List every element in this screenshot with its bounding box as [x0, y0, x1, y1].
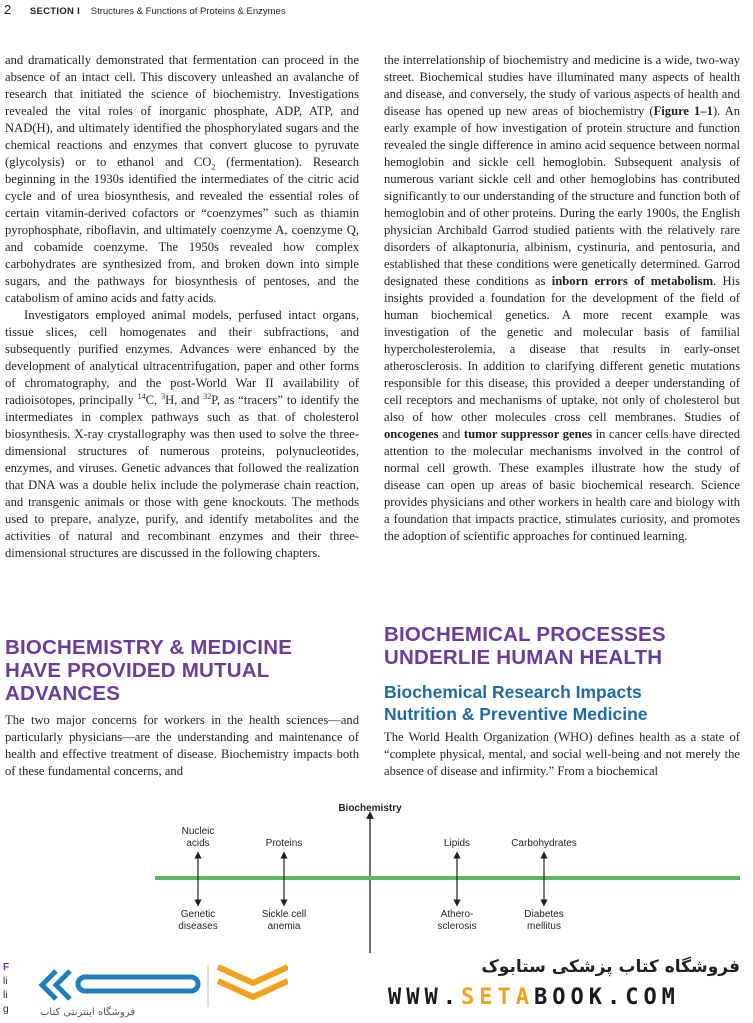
- section-heading-processes: BIOCHEMICAL PROCESSES UNDERLIE HUMAN HEALTH: [384, 623, 666, 669]
- caption-fragment-1: li: [3, 976, 8, 987]
- right-column-lower: [384, 729, 740, 780]
- store-url: WWW.SETABOOK.COM: [388, 985, 680, 1010]
- figure-arrows: [0, 795, 753, 955]
- watermark-footer: [0, 955, 753, 1023]
- figure-reference: Figure 1–1: [653, 104, 713, 118]
- caption-fragment-2: li: [3, 990, 8, 1001]
- label-nucleic-acids: Nucleic acids: [181, 826, 215, 849]
- label-carbohydrates: Carbohydrates: [511, 838, 577, 849]
- left-paragraph-3: The two major concerns for workers in the health sciences—and particularly physicians—are the understanding and maintenance of health and effective treatment of disease. Biochemistry impacts both of these fundamental concerns, and: [5, 713, 359, 778]
- label-lipids: Lipids: [443, 838, 471, 849]
- label-proteins: Proteins: [265, 838, 303, 849]
- label-atherosclerosis: Athero- sclerosis: [437, 909, 477, 932]
- left-column: [5, 52, 359, 562]
- figure-1-1-diagram: [0, 795, 753, 955]
- section-label: SECTION I: [29, 6, 81, 17]
- caption-fragment-0: F: [3, 962, 10, 973]
- running-header: [4, 2, 744, 18]
- logo-tagline: فروشگاه اینترنتی کتاب: [40, 1007, 136, 1018]
- right-column: [384, 52, 740, 545]
- setabook-logo-icon: [38, 961, 288, 1009]
- store-name: فروشگاه کتاب پزشکی ستابوک: [481, 957, 740, 977]
- caption-fragment-3: g: [3, 1004, 9, 1015]
- label-biochemistry: Biochemistry: [338, 803, 402, 814]
- section-heading-mutual-advances: BIOCHEMISTRY & MEDICINE HAVE PROVIDED MUTUAL ADVANCES: [5, 636, 293, 705]
- subsection-heading-nutrition: Biochemical Research Impacts Nutrition & Preventive Medicine: [384, 682, 648, 724]
- left-paragraph-1: and dramatically demonstrated that fermentation can proceed in the absence of an intact cell. This discovery unleashed an avalanche of research that initiated the science of biochemistry. Investigations revealed the vital roles of inorganic phosphate, ADP, ATP, and NAD(H), and ultimately identified the phosphorylated sugars and the chemical reactions and enzymes that convert glucose to pyruvate (glycolysis) or to ethanol and $CO_2$ (fermentation). Research beginning in the 1930s identified the intermediates of the citric acid cycle and of urea biosynthesis, and revealed the essential roles of certain vitamin-derived cofactors or “coenzymes” such as thiamin pyrophosphate, riboflavin, and ultimately coenzyme A, coenzyme Q, and cobamide coenzyme. The 1950s revealed how complex carbohydrates are synthesized from, and broken down into simple sugars, and the pathways for biosynthesis of pentoses, and the catabolism of amino acids and fatty acids.: [5, 53, 359, 305]
- right-paragraph-1: the interrelationship of biochemistry and medicine is a wide, two-way street. Biochemical studies have illuminated many aspects of health and disease, and conversely, the study of various aspects of health and disease has opened up new areas of biochemistry (Figure 1–1). An early example of how investigation of protein structure and function revealed the single difference in amino acid sequence between normal hemoglobin and sickle cell hemoglobin. Subsequent analysis of numerous variant sickle cell and other hemoglobins has contributed significantly to our understanding of the structure and function both of hemoglobin and of other proteins. During the early 1900s, the English physician Archibald Garrod studied patients with the relatively rare disorders of alkaptonuria, albinism, cystinuria, and pentosuria, and established that these conditions were genetically determined. Garrod designated these conditions as inborn errors of metabolism. His insights provided a foundation for the development of the field of human biochemical genetics. A more recent example was investigation of the genetic and molecular basis of familial hypercholesterolemia, a disease that results in early-onset atherosclerosis. In addition to clarifying different genetic mutations responsible for this disease, this provided a deeper understanding of cell receptors and mechanisms of uptake, not only of cholesterol but also of how other molecules cross cell membranes. Studies of oncogenes and tumor suppressor genes in cancer cells have directed attention to the molecular mechanisms involved in the control of normal cell growth. These examples illustrate how the study of disease can open up areas of basic biochemical research. Science provides physicians and other workers in health care and biology with a foundation that impacts practice, stimulates curiosity, and promotes the adoption of scientific approaches for continued learning.: [384, 53, 741, 543]
- label-sickle-cell-anemia: Sickle cell anemia: [261, 909, 307, 932]
- left-column-lower: [5, 712, 359, 780]
- page-number: 2: [4, 2, 12, 17]
- section-title: Structures & Functions of Proteins & Enzymes: [90, 6, 286, 17]
- right-paragraph-2: The World Health Organization (WHO) defines health as a state of “complete physical, mental, and social well-being and not merely the absence of disease and infirmity.” From a biochemical: [384, 730, 740, 778]
- label-diabetes-mellitus: Diabetes mellitus: [524, 909, 564, 932]
- label-genetic-diseases: Genetic diseases: [178, 909, 218, 932]
- left-paragraph-2: Investigators employed animal models, perfused intact organs, tissue slices, cell homogenates and their subfractions, and subsequently purified enzymes. Advances were enhanced by the development of analytical ultracentrifugation, paper and other forms of chromatography, and the post-World War II availability of radioisotopes, principally $^{14}$C, $^3$H, and $^{32}$P, as “tracers” to identify the intermediates in complex pathways such as that of cholesterol biosynthesis. X-ray crystallography was then used to solve the three-dimensional structures of numerous proteins, polynucleotides, enzymes, and viruses. Genetic advances that followed the realization that DNA was a double helix include the polymerase chain reaction, and transgenic animals or those with gene knockouts. The methods used to prepare, analyze, purify, and identify metabolites and the activities of natural and recombinant enzymes and their three-dimensional structures are discussed in the following chapters.: [5, 308, 359, 560]
